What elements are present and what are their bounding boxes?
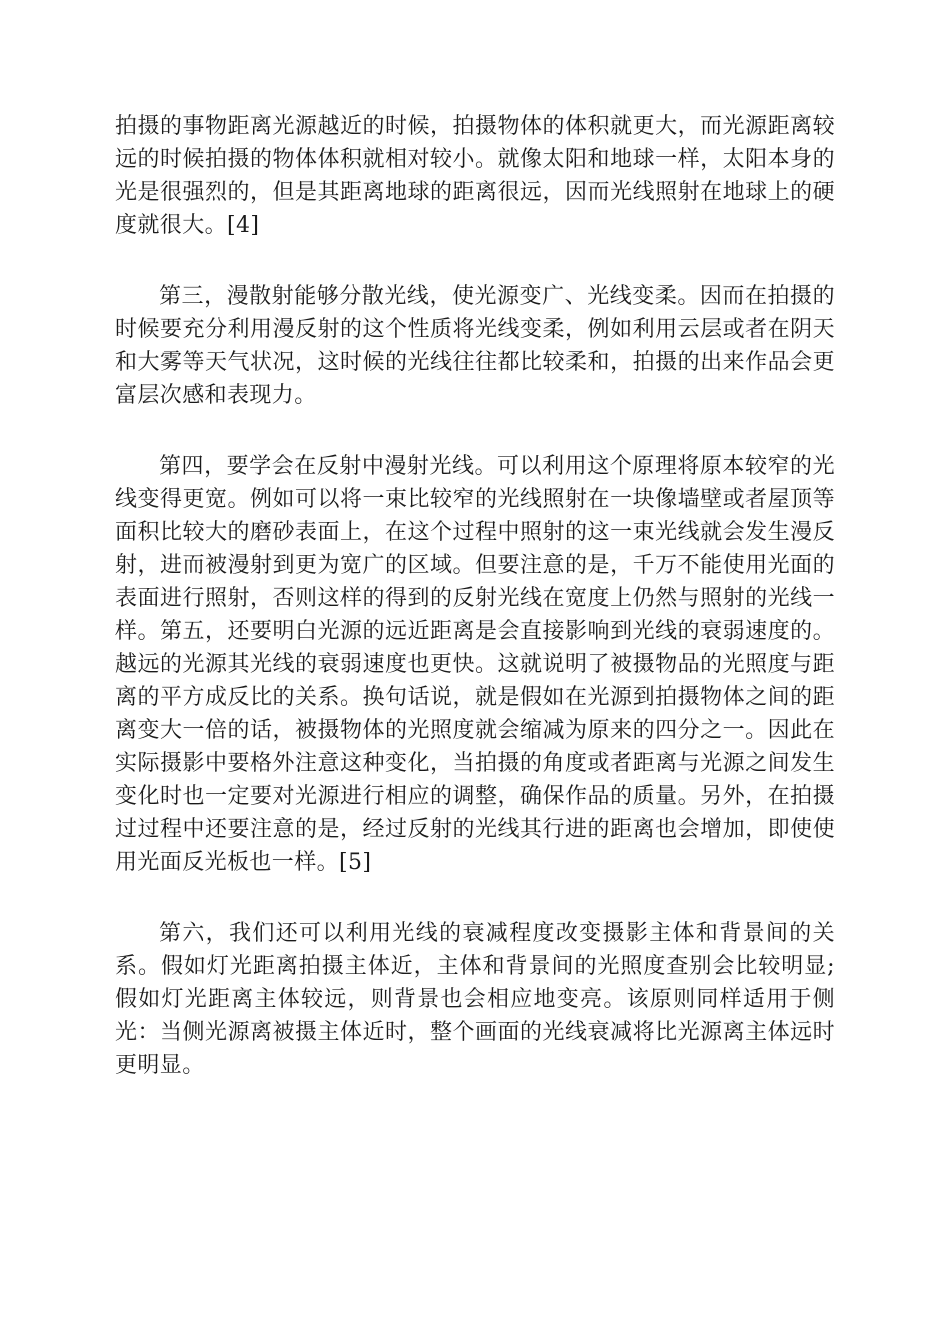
- paragraph-third-point: 第三，漫散射能够分散光线，使光源变广、光线变柔。因而在拍摄的时候要充分利用漫反射的这个性质将光线变柔，例如利用云层或者在阴天和大雾等天气状况，这时候的光线往往都比较柔和，拍摄的出来作品会更富层次感和表现力。: [115, 284, 835, 408]
- paragraph-sixth-point: 第六，我们还可以利用光线的衰减程度改变摄影主体和背景间的关系。假如灯光距离拍摄主体近，主体和背景间的光照度查别会比较明显;假如灯光距离主体较远，则背景也会相应地变亮。该原则同样适用于侧光：当侧光源离被摄主体近时，整个画面的光线衰减将比光源离主体远时更明显。: [115, 921, 835, 1078]
- paragraph-continuation: 拍摄的事物距离光源越近的时候，拍摄物体的体积就更大，而光源距离较远的时候拍摄的物体体积就相对较小。就像太阳和地球一样，太阳本身的光是很强烈的，但是其距离地球的距离很远，因而光线照射在地球上的硬度就很大。[4]: [115, 114, 835, 238]
- paragraph-fourth-fifth-points: 第四，要学会在反射中漫射光线。可以利用这个原理将原本较窄的光线变得更宽。例如可以将一束比较窄的光线照射在一块像墙壁或者屋顶等面积比较大的磨砂表面上，在这个过程中照射的这一束光线就会发生漫反射，进而被漫射到更为宽广的区域。但要注意的是，千万不能使用光面的表面进行照射，否则这样的得到的反射光线在宽度上仍然与照射的光线一样。第五，还要明白光源的远近距离是会直接影响到光线的衰弱速度的。越远的光源其光线的衰弱速度也更快。这就说明了被摄物品的光照度与距离的平方成反比的关系。换句话说，就是假如在光源到拍摄物体之间的距离变大一倍的话，被摄物体的光照度就会缩减为原来的四分之一。因此在实际摄影中要格外注意这种变化，当拍摄的角度或者距离与光源之间发生变化时也一定要对光源进行相应的调整，确保作品的质量。另外，在拍摄过过程中还要注意的是，经过反射的光线其行进的距离也会增加，即使使用光面反光板也一样。[5]: [115, 454, 835, 875]
- document-page: [115, 110, 835, 1082]
